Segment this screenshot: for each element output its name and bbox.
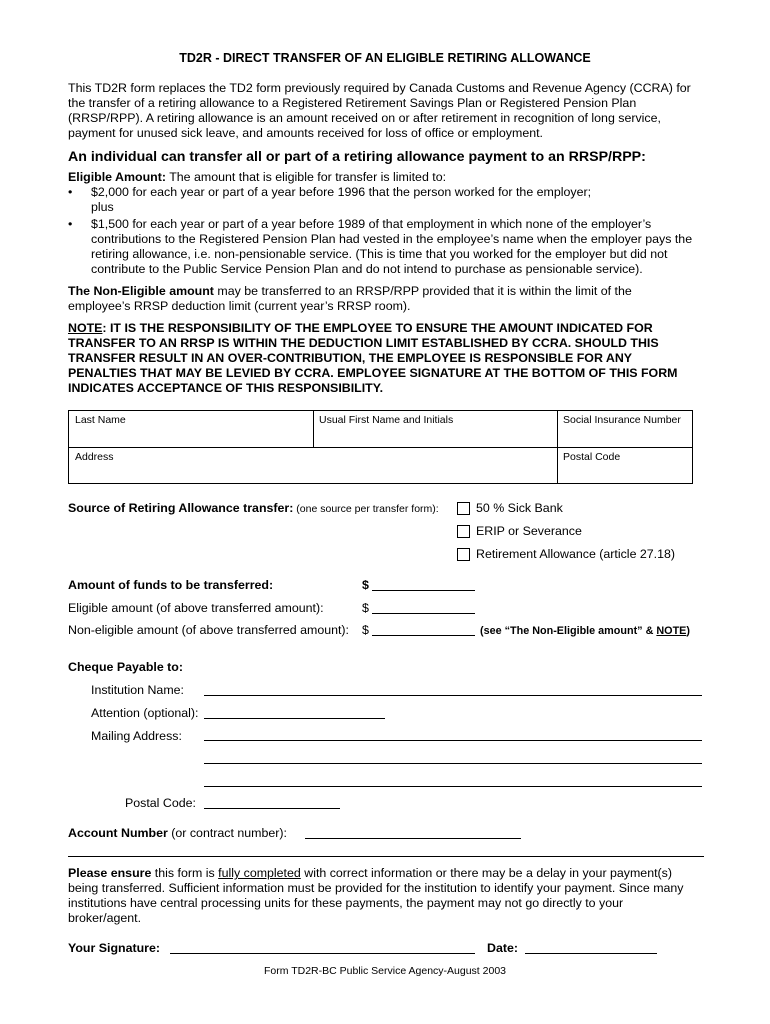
institution-name-label: Institution Name: <box>91 683 184 697</box>
bullet-line: retiring allowance, i.e. non-pensionable service. (This is time that you worked for the employer but did not <box>91 247 668 261</box>
transfer-headline: An individual can transfer all or part of a retiring allowance payment to an RRSP/RPP: <box>68 149 646 165</box>
see-note-text: (see “The Non-Eligible amount” & <box>480 625 657 637</box>
mailing-address-input-3[interactable] <box>204 786 702 787</box>
note-label: NOTE <box>68 321 103 335</box>
eligible-amount-field-label: Eligible amount (of above transferred amount): <box>68 601 324 615</box>
note-text: PENALTIES THAT MAY BE LEVIED BY CCRA. EMPLOYEE SIGNATURE AT THE BOTTOM OF THIS FORM <box>68 366 678 380</box>
eligible-amount-intro <box>68 170 708 185</box>
intro-paragraph <box>68 81 708 141</box>
attention-input[interactable] <box>204 718 385 719</box>
non-eligible-text: employee’s RRSP deduction limit (current year’s RRSP room). <box>68 299 411 313</box>
eligible-amount-label: Eligible Amount: <box>68 170 166 184</box>
note-paragraph <box>68 321 718 396</box>
bullet-line: plus <box>91 200 114 214</box>
bullet-line: $2,000 for each year or part of a year before 1996 that the person worked for the employer; <box>91 185 592 199</box>
account-number-input[interactable] <box>305 838 521 839</box>
last-name-field[interactable]: Last Name <box>75 414 126 426</box>
please-ensure-text: institutions have central processing units for these payments, the payment may not go directly to your <box>68 896 624 910</box>
please-ensure-paragraph <box>68 866 708 926</box>
box-divider <box>557 411 558 483</box>
currency-symbol: $ <box>362 578 369 592</box>
form-title: TD2R - DIRECT TRANSFER OF AN ELIGIBLE RETIRING ALLOWANCE <box>179 51 591 65</box>
bullet-text <box>91 217 703 277</box>
erip-option-label: ERIP or Severance <box>476 524 582 538</box>
intro-line: (RRSP/RPP). A retiring allowance is an amount received on or after retirement in recognition of long service, <box>68 111 661 125</box>
account-number-hint: (or contract number): <box>167 826 287 840</box>
note-text: INDICATES ACCEPTANCE OF THIS RESPONSIBILITY. <box>68 381 384 395</box>
bullet-text <box>91 185 703 215</box>
cheque-heading: Cheque Payable to: <box>68 660 183 674</box>
mailing-address-input-2[interactable] <box>204 763 702 764</box>
eligible-amount-text: The amount that is eligible for transfer is limited to: <box>165 170 447 184</box>
see-note-text: ) <box>686 625 690 637</box>
please-ensure-text: with correct information or there may be a delay in your payment(s) <box>300 866 672 880</box>
institution-name-input[interactable] <box>204 695 702 696</box>
non-eligible-label: The Non-Eligible amount <box>68 284 214 298</box>
bullet-line: contributions to the Registered Pension Plan had vested in the employee’s name when the employer pays the <box>91 232 693 246</box>
erip-checkbox[interactable] <box>457 525 470 538</box>
note-text: TRANSFER TO AN RRSP IS WITHIN THE DEDUCTION LIMIT ESTABLISHED BY CCRA. SHOULD THIS <box>68 336 659 350</box>
source-label: Source of Retiring Allowance transfer: <box>68 501 294 515</box>
form-footer: Form TD2R-BC Public Service Agency-August 2003 <box>264 965 506 977</box>
currency-symbol: $ <box>362 623 369 637</box>
see-note-link: NOTE <box>656 625 687 637</box>
cheque-postal-code-input[interactable] <box>204 808 340 809</box>
please-ensure-label: Please ensure <box>68 866 152 880</box>
date-label: Date: <box>487 941 518 955</box>
bullet-line: $1,500 for each year or part of a year before 1989 of that employment in which none of the employer’s <box>91 217 652 231</box>
please-ensure-text: being transferred. Sufficient information must be provided for the institution to identify your payment. Since many <box>68 881 684 895</box>
account-number-row <box>68 826 287 841</box>
non-eligible-amount-input[interactable] <box>372 635 475 636</box>
mailing-address-input-1[interactable] <box>204 740 702 741</box>
first-name-field[interactable]: Usual First Name and Initials <box>319 414 454 426</box>
sin-field[interactable]: Social Insurance Number <box>563 414 681 426</box>
note-text: TRANSFER RESULT IN AN OVER-CONTRIBUTION, THE EMPLOYEE IS RESPONSIBLE FOR ANY <box>68 351 633 365</box>
please-ensure-emphasis: fully completed <box>218 866 301 880</box>
source-label-row <box>68 501 458 517</box>
box-divider <box>313 411 314 447</box>
non-eligible-text: may be transferred to an RRSP/RPP provided that it is within the limit of the <box>213 284 632 298</box>
source-hint: ): <box>432 503 439 515</box>
bullet-icon: • <box>68 185 73 199</box>
currency-symbol: $ <box>362 601 369 615</box>
intro-line: the transfer of a retiring allowance to a Registered Retirement Savings Plan or Registered Pension Plan <box>68 96 637 110</box>
sick-bank-checkbox[interactable] <box>457 502 470 515</box>
box-divider <box>69 447 692 448</box>
mailing-address-label: Mailing Address: <box>91 729 182 743</box>
non-eligible-amount-field-label: Non-eligible amount (of above transferred amount): <box>68 623 350 637</box>
signature-input[interactable] <box>170 953 475 954</box>
source-hint: one source per transfer form <box>299 503 433 515</box>
eligible-amount-input[interactable] <box>372 613 475 614</box>
funds-amount-input[interactable] <box>372 590 475 591</box>
retirement-allowance-checkbox[interactable] <box>457 548 470 561</box>
employee-info-box <box>68 410 693 484</box>
bullet-icon: • <box>68 217 73 231</box>
please-ensure-text: this form is <box>151 866 219 880</box>
date-input[interactable] <box>525 953 657 954</box>
cheque-postal-code-label: Postal Code: <box>125 796 196 810</box>
bullet-line: contribute to the Public Service Pension Plan and do not intend to purchase as pensionable service). <box>91 262 643 276</box>
signature-label: Your Signature: <box>68 941 161 955</box>
intro-line: payment for unused sick leave, and amounts received for loss of office or employment. <box>68 126 543 140</box>
postal-code-field[interactable]: Postal Code <box>563 451 621 463</box>
funds-amount-label: Amount of funds to be transferred: <box>68 578 274 592</box>
note-text: : IT IS THE RESPONSIBILITY OF THE EMPLOYEE TO ENSURE THE AMOUNT INDICATED FOR <box>102 321 653 335</box>
please-ensure-text: broker/agent. <box>68 911 142 925</box>
account-number-label: Account Number <box>68 826 168 840</box>
retirement-allowance-option-label: Retirement Allowance (article 27.18) <box>476 547 676 561</box>
section-divider <box>68 856 704 857</box>
attention-label: Attention (optional): <box>91 706 199 720</box>
non-eligible-paragraph <box>68 284 708 314</box>
address-field[interactable]: Address <box>75 451 114 463</box>
sick-bank-option-label: 50 % Sick Bank <box>476 501 563 515</box>
source-hint: ( <box>293 503 300 515</box>
see-note-reference <box>480 624 690 639</box>
intro-line: This TD2R form replaces the TD2 form previously required by Canada Customs and Revenue Agency (CCRA) for <box>68 81 691 95</box>
